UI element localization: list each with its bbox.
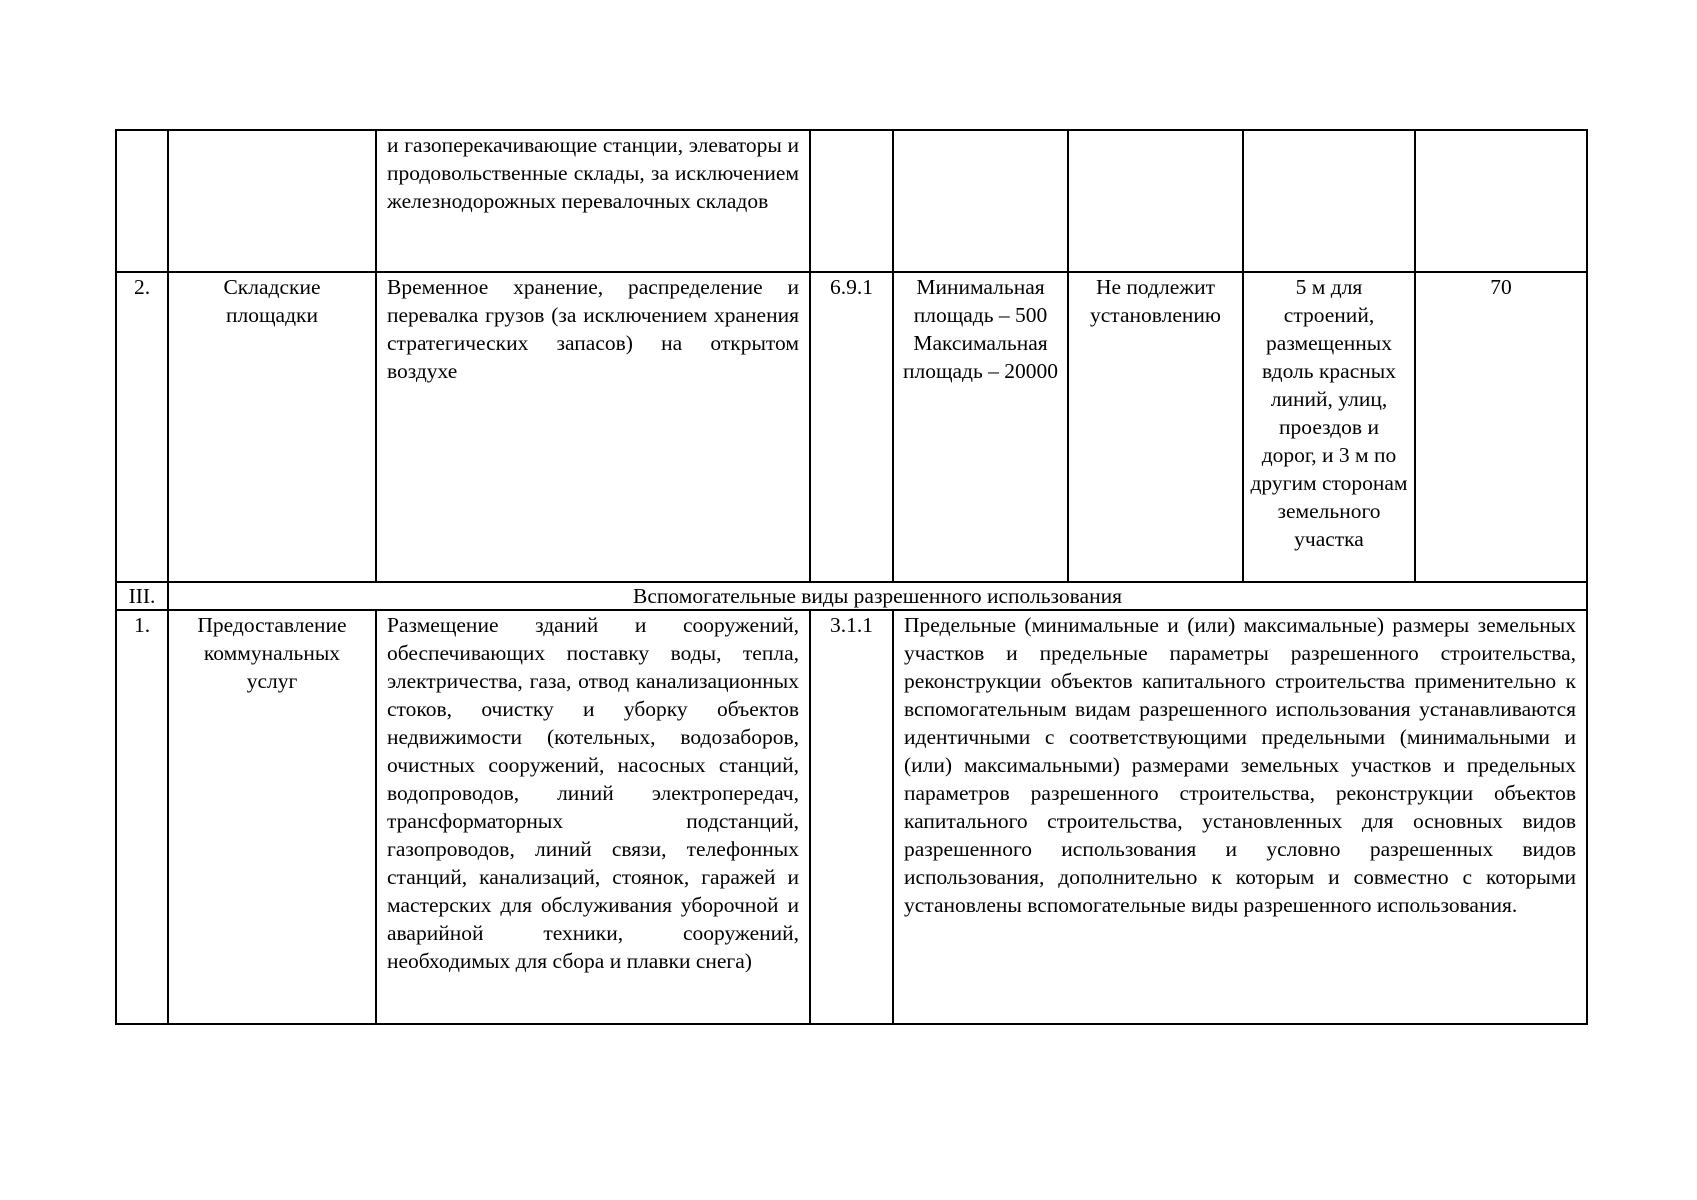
setback-cell xyxy=(1243,130,1415,272)
description-cell: Размещение зданий и сооружений, обеспечивающих поставку воды, тепла, электричества, газа, отвод канализационных стоков, очистку и уборку объектов недвижимости (котельных, водозаборов, очистных сооружений, насосных станций, водопроводов, линий электропередач, трансформаторных подстанций, газопроводов, линий связи, телефонных станций, канализаций, стоянок, гаражей и мастерских для обслуживания уборочной и аварийной техники, сооружений, необходимых для сбора и плавки снега) xyxy=(376,610,810,1024)
area-cell xyxy=(893,130,1068,272)
table-row xyxy=(116,610,1587,1024)
name-cell: Складские площадки xyxy=(168,272,376,582)
section-title: Вспомогательные виды разрешенного использования xyxy=(168,582,1587,610)
num-cell xyxy=(116,130,168,272)
section-num: III. xyxy=(116,582,168,610)
percent-cell: 70 xyxy=(1415,272,1587,582)
code-cell: 3.1.1 xyxy=(810,610,893,1024)
section-row xyxy=(116,582,1587,610)
code-cell: 6.9.1 xyxy=(810,272,893,582)
description-cell: Временное хранение, распределение и перевалка грузов (за исключением хранения стратегических запасов) на открытом воздухе xyxy=(376,272,810,582)
code-cell xyxy=(810,130,893,272)
params-cell: Предельные (минимальные и (или) максимальные) размеры земельных участков и предельные параметры разрешенного строительства, реконструкции объектов капитального строительства применительно к вспомогательным видам разрешенного использования устанавливаются идентичными с соответствующими предельными (минимальными и (или) максимальными) размерами земельных участков и предельных параметров разрешенного строительства, реконструкции объектов капитального строительства, установленных для основных видов разрешенного использования и условно разрешенных видов использования, дополнительно к которым и совместно с которыми установлены вспомогательные виды разрешенного использования. xyxy=(893,610,1587,1024)
table-row xyxy=(116,130,1587,272)
height-cell xyxy=(1068,130,1243,272)
area-min: Минимальная площадь – 500 xyxy=(913,275,1048,327)
percent-cell xyxy=(1415,130,1587,272)
num-cell: 1. xyxy=(116,610,168,1024)
name-cell xyxy=(168,130,376,272)
area-max: Максимальная площадь – 20000 xyxy=(902,331,1059,383)
num-cell: 2. xyxy=(116,272,168,582)
description-cell: и газоперекачивающие станции, элеваторы и продовольственные склады, за исключением железнодорожных перевалочных складов xyxy=(376,130,810,272)
name-cell: Предоставление коммунальных услуг xyxy=(168,610,376,1024)
table-row xyxy=(116,272,1587,582)
height-cell: Не подлежит установлению xyxy=(1068,272,1243,582)
land-use-table xyxy=(115,129,1588,1025)
area-cell xyxy=(893,272,1068,582)
setback-cell: 5 м для строений, размещенных вдоль красных линий, улиц, проездов и дорог, и 3 м по другим сторонам земельного участка xyxy=(1243,272,1415,582)
